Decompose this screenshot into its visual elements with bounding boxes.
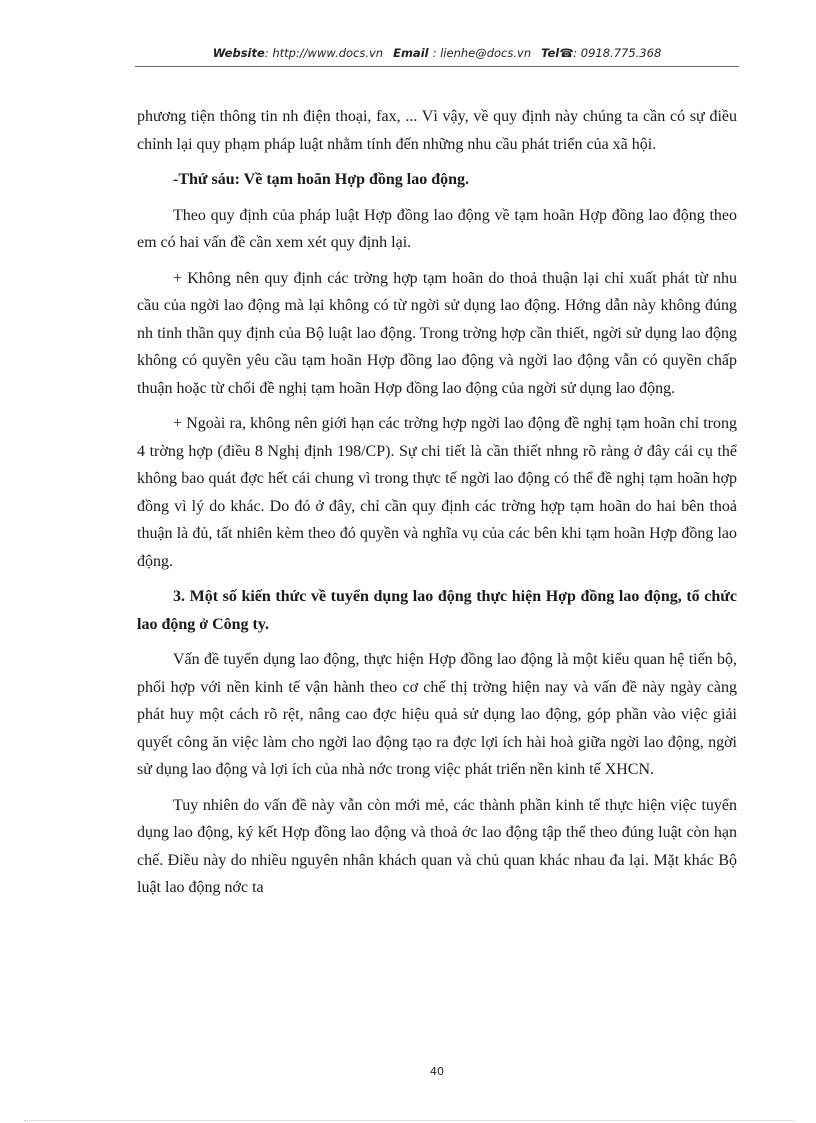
paragraph: Tuy nhiên do vấn đề này vẫn còn mới mẻ, các thành phần kinh tế thực hiện việc tuyển dụng lao động, ký kết Hợp đồng lao động và thoả ớc lao động tập thể theo đúng luật còn hạn chế. Điều này do nhiều nguyên nhân khách quan và chủ quan khác nhau đa lại. Mặt khác Bộ luật lao động nớc ta [137, 796, 737, 896]
header-rule [135, 66, 739, 67]
paragraph: phương tiện thông tin nh điện thoại, fax, ... Vì vậy, về quy định này chúng ta cần có sự điều chỉnh lại quy phạm pháp luật nhằm tính đến những nhu cầu phát triển của xã hội. [137, 108, 737, 153]
paragraph: + Ngoài ra, không nên giới hạn các trờng hợp ngời lao động đề nghị tạm hoãn chỉ trong 4 trờng hợp (điều 8 Nghị định 198/CP). Sự chi tiết là cần thiết nhng rõ ràng ở đây cái cụ thể không bao quát đợc hết cái chung vì trong thực tế ngời lao động có thể đề nghị tạm hoãn hợp đồng vì lý do khác. Do đó ở đây, chỉ cần quy định các trờng hợp tạm hoãn do hai bên thoả thuận là đủ, tất nhiên kèm theo đó quyền và nghĩa vụ của các bên khi tạm hoãn Hợp đồng lao động. [137, 415, 737, 570]
paragraph: Theo quy định của pháp luật Hợp đồng lao động về tạm hoãn Hợp đồng lao động theo em có hai vấn đề cần xem xét quy định lại. [137, 206, 737, 251]
tel-value: : 0918.775.368 [573, 46, 662, 60]
page-header [135, 46, 739, 66]
website-value: : http://www.docs.vn [264, 46, 384, 60]
document-body [137, 103, 737, 910]
email-label: Email [393, 46, 429, 60]
email-value: : lienhe@docs.vn [432, 46, 532, 60]
section-heading: -Thứ sáu: Về tạm hoãn Hợp đồng lao động. [173, 171, 470, 188]
section-heading: 3. Một số kiến thức về tuyển dụng lao động thực hiện Hợp đồng lao động, tổ chức lao động ở Công ty. [137, 588, 737, 633]
telephone-icon: ☎ [559, 46, 574, 60]
tel-label: Tel [541, 46, 560, 60]
paragraph: Vấn đề tuyển dụng lao động, thực hiện Hợp đồng lao động là một kiểu quan hệ tiến bộ, phối hợp với nền kinh tế vận hành theo cơ chế thị trờng hiện nay và vấn đề này ngày càng phát huy một cách rõ rệt, nâng cao đợc hiệu quả sử dụng lao động, góp phần vào việc giải quyết công ăn việc làm cho ngời lao động tạo ra đợc lợi ích hài hoà giữa ngời lao động, ngời sử dụng lao động và lợi ích của nhà nớc trong việc phát triển nền kinh tế XHCN. [137, 651, 737, 778]
page-number: 40 [430, 1065, 444, 1078]
website-label: Website [212, 46, 265, 60]
page-bottom-border [24, 1120, 794, 1121]
paragraph: + Không nên quy định các trờng hợp tạm hoãn do thoả thuận lại chỉ xuất phát từ nhu cầu của ngời lao động mà lại không có từ ngời sử dụng lao động. Hớng dẫn này không đúng nh tinh thần quy định của Bộ luật lao động. Trong trờng hợp cần thiết, ngời sử dụng lao động không có quyền yêu cầu tạm hoãn Hợp đồng lao động và ngời lao động vẫn có quyền chấp thuận hoặc từ chối đề nghị tạm hoãn Hợp đồng lao động của ngời sử dụng lao động. [137, 269, 737, 397]
